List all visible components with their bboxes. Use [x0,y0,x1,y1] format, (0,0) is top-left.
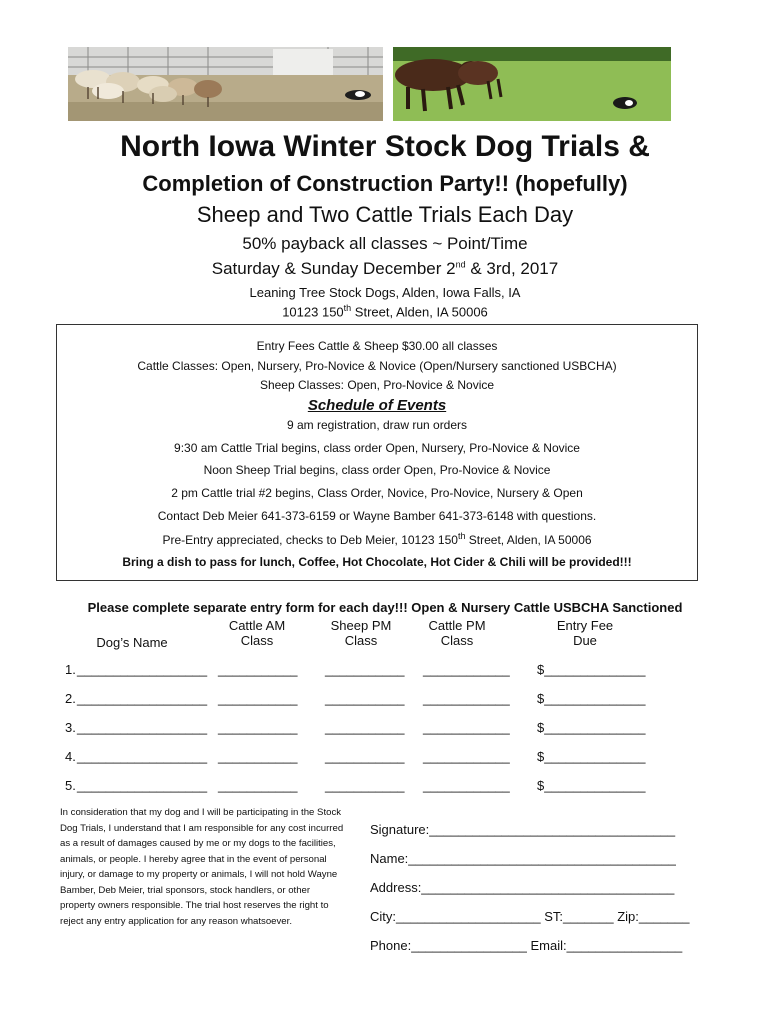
sheep-pm-field[interactable]: ___________ [325,749,405,764]
contact-line: Contact Deb Meier 641-373-6159 or Wayne Bamber 641-373-6148 with questions. [157,509,597,523]
cattle-am-field[interactable]: ___________ [218,778,298,793]
sheep-pm-field[interactable]: ___________ [325,778,405,793]
row-number: 1. [65,662,76,677]
name-field[interactable]: Name:_____________________________________ [370,851,676,866]
fee-field[interactable]: $______________ [537,749,646,764]
fee-field[interactable]: $______________ [537,720,646,735]
col-entry-fee: Entry Fee Due [556,618,614,648]
schedule-item: 2 pm Cattle trial #2 begins, Class Order, Novice, Pro-Novice, Nursery & Open [171,486,583,500]
dog-name-field[interactable]: __________________ [77,778,208,793]
sheep-photo [68,47,383,121]
dog-name-field[interactable]: __________________ [77,720,208,735]
event-location: Leaning Tree Stock Dogs, Alden, Iowa Falls, IA [249,285,521,300]
sheep-classes: Sheep Classes: Open, Pro-Novice & Novice [259,378,495,392]
event-date: Saturday & Sunday December 2nd & 3rd, 2017 [211,259,559,278]
cattle-am-field[interactable]: ___________ [218,662,298,677]
dog-name-field[interactable]: __________________ [77,749,208,764]
info-box [56,324,698,581]
cattle-am-field[interactable]: ___________ [218,691,298,706]
col-dog-name: Dog’s Name [96,635,168,650]
cattle-pm-field[interactable]: ____________ [423,691,510,706]
row-number: 4. [65,749,76,764]
city-state-zip-field[interactable]: City:____________________ ST:_______ Zip:_______ [370,909,690,924]
row-number: 3. [65,720,76,735]
form-notice: Please complete separate entry form for each day!!! Open & Nursery Cattle USBCHA Sanctioned [87,600,683,615]
col-cattle-am: Cattle AM Class [228,618,286,648]
event-subtitle: Completion of Construction Party!! (hopefully) [142,171,628,196]
cattle-am-field[interactable]: ___________ [218,720,298,735]
schedule-item: 9:30 am Cattle Trial begins, class order Open, Nursery, Pro-Novice & Novice [174,441,580,455]
sheep-pm-field[interactable]: ___________ [325,720,405,735]
schedule-item: 9 am registration, draw run orders [286,418,468,432]
entry-fees: Entry Fees Cattle & Sheep $30.00 all classes [256,339,498,353]
fee-field[interactable]: $______________ [537,691,646,706]
fee-field[interactable]: $______________ [537,778,646,793]
sheep-pm-field[interactable]: ___________ [325,691,405,706]
cattle-pm-field[interactable]: ____________ [423,662,510,677]
cattle-classes: Cattle Classes: Open, Nursery, Pro-Novice & Novice (Open/Nursery sanctioned USBCHA) [137,359,617,373]
row-number: 5. [65,778,76,793]
cattle-photo [393,47,671,121]
event-address: 10123 150th Street, Alden, IA 50006 [282,303,488,320]
col-sheep-pm: Sheep PM Class [330,618,392,648]
col-cattle-pm: Cattle PM Class [428,618,486,648]
cattle-am-field[interactable]: ___________ [218,749,298,764]
cattle-pm-field[interactable]: ____________ [423,749,510,764]
schedule-heading: Schedule of Events [307,397,447,414]
trials-description: Sheep and Two Cattle Trials Each Day [196,202,574,227]
signature-field[interactable]: Signature:__________________________________ [370,822,676,837]
sheep-pm-field[interactable]: ___________ [325,662,405,677]
cattle-pm-field[interactable]: ____________ [423,720,510,735]
payback-line: 50% payback all classes ~ Point/Time [242,234,528,253]
cattle-pm-field[interactable]: ____________ [423,778,510,793]
row-number: 2. [65,691,76,706]
event-title: North Iowa Winter Stock Dog Trials & [120,130,650,163]
phone-email-field[interactable]: Phone:________________ Email:________________ [370,938,683,953]
address-field[interactable]: Address:___________________________________ [370,880,675,895]
dog-name-field[interactable]: __________________ [77,691,208,706]
schedule-item: Noon Sheep Trial begins, class order Open, Pro-Novice & Novice [203,463,551,477]
bring-dish-line: Bring a dish to pass for lunch, Coffee, Hot Chocolate, Hot Cider & Chili will be provided!!! [122,555,632,569]
liability-release: In consideration that my dog and I will be participating in the Stock Dog Trials, I understand that I am responsible for any cost incurred as a result of damages caused by me or my dogs to the facilities, animals, or people. I hereby agree that in the event of personal injury, or damage to my property or animals, I will not hold Wayne Bamber, Deb Meier, trial sponsors, stock handlers, or other property owners responsible. The trial host reserves the right to reject any entry application for any reason whatsoever. [60,807,344,927]
preentry-line: Pre-Entry appreciated, checks to Deb Meier, 10123 150th Street, Alden, IA 50006 [162,531,592,547]
dog-name-field[interactable]: __________________ [77,662,208,677]
fee-field[interactable]: $______________ [537,662,646,677]
